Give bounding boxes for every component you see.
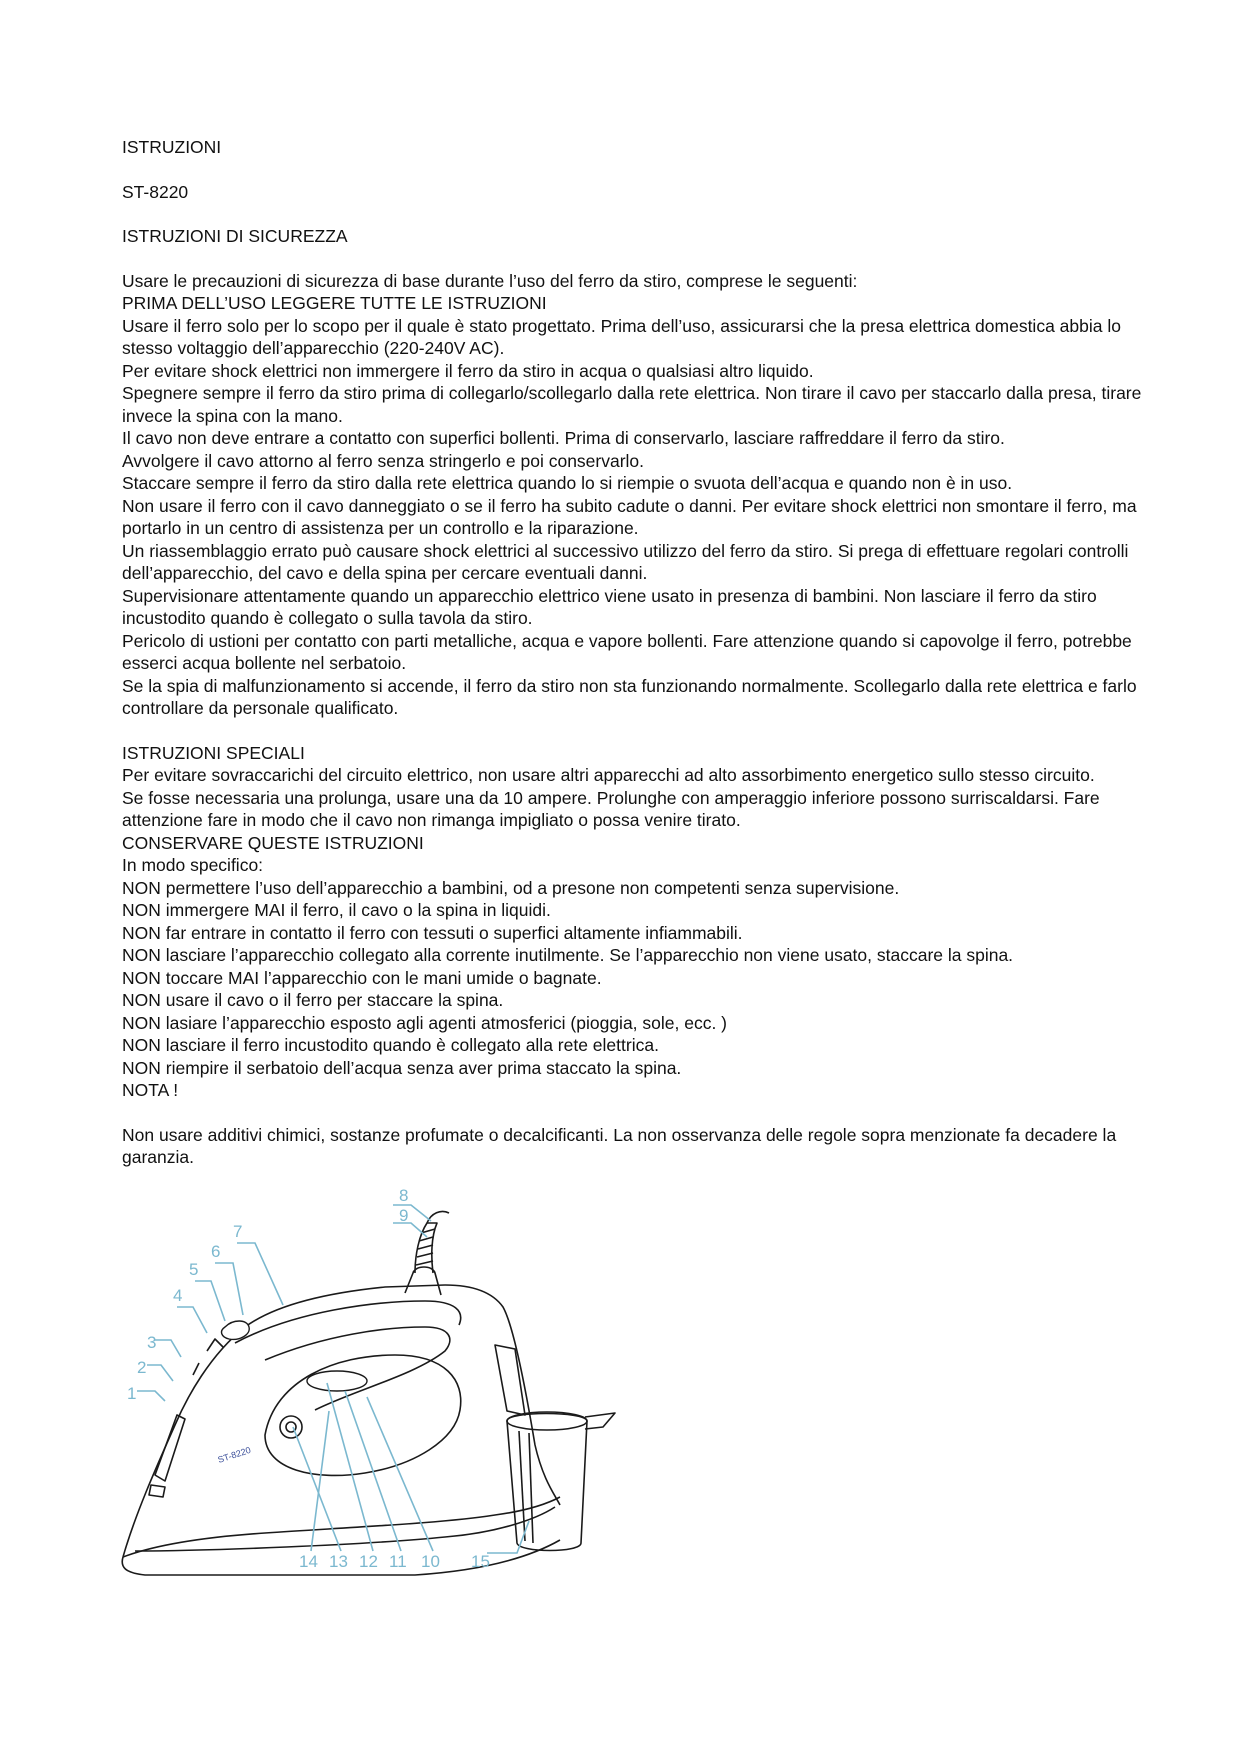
special-paragraph: NON permettere l’uso dell’apparecchio a bambini, od a presone non competenti senza supervisione.	[122, 877, 900, 898]
safety-instructions	[122, 270, 1152, 720]
callout-label: 11	[389, 1552, 407, 1571]
special-paragraph: NON far entrare in contatto il ferro con tessuti o superfici altamente infiammabili.	[122, 922, 743, 943]
safety-paragraph: Spegnere sempre il ferro da stiro prima di collegarlo/scollegarlo dalla rete elettrica. Non tirare il cavo per staccarlo dalla presa, tirare invece la spina con la mano.	[122, 383, 1142, 426]
safety-paragraph: Avvolgere il cavo attorno al ferro senza stringerlo e poi conservarlo.	[122, 450, 645, 471]
safety-paragraph: Pericolo di ustioni per contatto con parti metalliche, acqua e vapore bollenti. Fare attenzione quando si capovolge il ferro, potrebbe esserci acqua bollente nel serbatoio.	[122, 630, 1132, 673]
callout-label: 10	[421, 1552, 440, 1571]
special-paragraph: Per evitare sovraccarichi del circuito elettrico, non usare altri apparecchi ad alto assorbimento energetico sullo stesso circuito.	[122, 765, 1095, 785]
safety-paragraph: Un riassemblaggio errato può causare shock elettrici al successivo utilizzo del ferro da stiro. Si prega di effettuare regolari controlli dell’apparecchio, del cavo e della spina per cercare eventuali danni.	[122, 540, 1129, 583]
document-body	[122, 136, 1152, 1169]
document-title: ISTRUZIONI	[122, 137, 222, 157]
callout-label: 7	[233, 1222, 243, 1241]
special-paragraph: In modo specifico:	[122, 855, 264, 875]
callout-label: 2	[137, 1358, 147, 1377]
special-paragraph: NON toccare MAI l’apparecchio con le mani umide o bagnate.	[122, 967, 602, 988]
special-paragraph: Se fosse necessaria una prolunga, usare una da 10 ampere. Prolunghe con amperaggio inferiore possono surriscaldarsi. Fare attenzione fare in modo che il cavo non rimanga impigliato o possa venire tirato.	[122, 787, 1100, 830]
measuring-cup-drawing	[507, 1412, 615, 1551]
special-paragraph: NON riempire il serbatoio dell’acqua senza aver prima staccato la spina.	[122, 1057, 682, 1078]
callout-label: 8	[399, 1186, 409, 1205]
safety-paragraph: Usare le precauzioni di sicurezza di base durante l’uso del ferro da stiro, comprese le seguenti:	[122, 270, 858, 291]
special-paragraph: NON usare il cavo o il ferro per staccare la spina.	[122, 990, 504, 1010]
safety-paragraph: Non usare il ferro con il cavo danneggiato o se il ferro ha subito cadute o danni. Per evitare shock elettrici non smontare il ferro, ma portarlo in un centro di assistenza per un controllo e la riparazione.	[122, 495, 1137, 538]
callout-label: 15	[471, 1552, 490, 1571]
special-paragraph: NON lasiare l’apparecchio esposto agli agenti atmosferici (pioggia, sole, ecc. )	[122, 1012, 728, 1033]
steam-iron-diagram	[115, 1186, 695, 1595]
special-instructions	[122, 764, 1152, 1102]
callout-label: 13	[329, 1552, 348, 1571]
callout-label: 5	[189, 1260, 199, 1279]
safety-paragraph: Se la spia di malfunzionamento si accende, il ferro da stiro non sta funzionando normalmente. Scollegarlo dalla rete elettrica e farlo controllare da personale qualificato.	[122, 675, 1137, 718]
special-heading: ISTRUZIONI SPECIALI	[122, 742, 305, 763]
safety-paragraph: Supervisionare attentamente quando un apparecchio elettrico viene usato in presenza di bambini. Non lasciare il ferro da stiro incustodito quando è collegato o sulla tavola da stiro.	[122, 585, 1097, 628]
callout-label: 4	[173, 1286, 183, 1305]
warranty-note: Non usare additivi chimici, sostanze profumate o decalcificanti. La non osservanza delle regole sopra menzionate fa decadere la garanzia.	[122, 1124, 1117, 1167]
callout-label: 3	[147, 1333, 157, 1352]
special-paragraph: NON lasciare l’apparecchio collegato alla corrente inutilmente. Se l’apparecchio non viene usato, staccare la spina.	[122, 945, 1014, 965]
safety-paragraph: PRIMA DELL’USO LEGGERE TUTTE LE ISTRUZIONI	[122, 293, 547, 313]
special-paragraph: NON immergere MAI il ferro, il cavo o la spina in liquidi.	[122, 900, 551, 920]
iron-drawing	[122, 1211, 560, 1575]
callout-label: 14	[299, 1552, 318, 1571]
special-paragraph: NOTA !	[122, 1080, 179, 1100]
special-paragraph: NON lasciare il ferro incustodito quando è collegato alla rete elettrica.	[122, 1035, 659, 1055]
safety-paragraph: Staccare sempre il ferro da stiro dalla rete elettrica quando lo si riempie o svuota dell’acqua e quando non è in uso.	[122, 473, 1013, 493]
svg-text:ST-8220: ST-8220	[216, 1444, 252, 1465]
safety-paragraph: Per evitare shock elettrici non immergere il ferro da stiro in acqua o qualsiasi altro liquido.	[122, 360, 814, 381]
special-paragraph: CONSERVARE QUESTE ISTRUZIONI	[122, 832, 424, 853]
safety-paragraph: Il cavo non deve entrare a contatto con superfici bollenti. Prima di conservarlo, lasciare raffreddare il ferro da stiro.	[122, 428, 1005, 448]
callout-label: 9	[399, 1206, 409, 1225]
safety-paragraph: Usare il ferro solo per lo scopo per il quale è stato progettato. Prima dell’uso, assicurarsi che la presa elettrica domestica abbia lo stesso voltaggio dell’apparecchio (220-240V AC).	[122, 315, 1121, 358]
safety-heading: ISTRUZIONI DI SICUREZZA	[122, 226, 348, 246]
callout-label: 12	[359, 1552, 378, 1571]
callout-label: 6	[211, 1242, 221, 1261]
model-number: ST-8220	[122, 181, 189, 202]
callout-label: 1	[127, 1384, 137, 1403]
